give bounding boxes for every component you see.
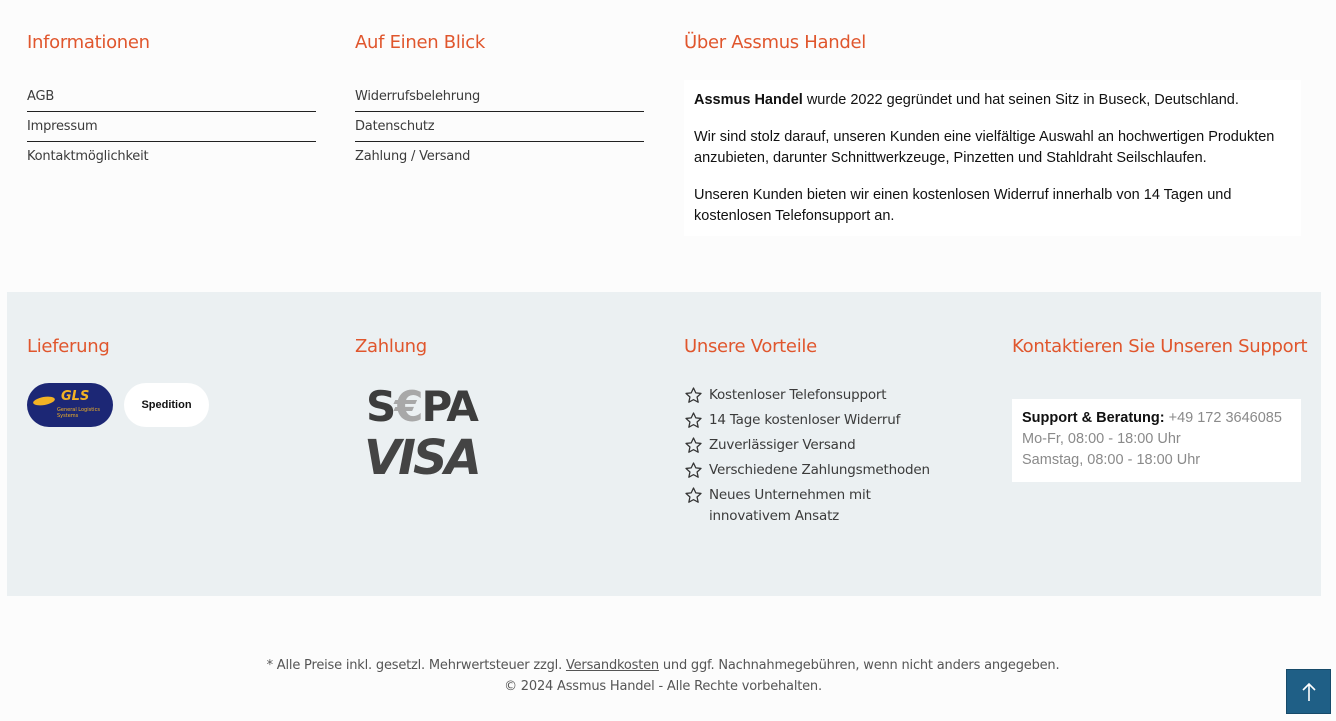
ueber-title: Über Assmus Handel [684, 32, 866, 53]
zahlung-title: Zahlung [355, 336, 427, 357]
vorteil-text: Kostenloser Telefonsupport [709, 387, 887, 403]
about-company-name: Assmus Handel [694, 92, 803, 108]
link-zahlung-versand[interactable]: Zahlung / Versand [355, 149, 471, 164]
about-paragraph-3: Unseren Kunden bieten wir einen kostenlosen Widerruf innerhalb von 14 Tagen und kostenlosen Telefonsupport an. [694, 187, 1232, 224]
vorteil-text: Zuverlässiger Versand [709, 437, 856, 453]
vorteile-title: Unsere Vorteile [684, 336, 817, 357]
support-phone[interactable]: +49 172 3646085 [1164, 410, 1282, 426]
sepa-euro: € [394, 382, 422, 431]
vorteil-item [684, 435, 944, 456]
gls-logo-text: GLS [61, 389, 90, 404]
vorteil-item [684, 410, 944, 431]
vorteil-item [684, 460, 944, 481]
vorteil-text: Neues Unternehmen mit innovativem Ansatz [709, 487, 871, 524]
support-label: Support & Beratung: [1022, 410, 1165, 426]
support-hours-saturday: Samstag, 08:00 - 18:00 Uhr [1022, 452, 1201, 468]
informationen-links [27, 82, 316, 172]
vorteil-item [684, 385, 944, 406]
link-agb[interactable]: AGB [27, 82, 316, 112]
sepa-s: S [366, 382, 395, 431]
about-paragraph-1 [694, 90, 1291, 111]
link-kontaktmoeglichkeit[interactable]: Kontaktmöglichkeit [27, 149, 149, 164]
auf-einen-blick-title: Auf Einen Blick [355, 32, 485, 53]
support-title: Kontaktieren Sie Unseren Support [1012, 336, 1308, 357]
about-paragraph-1-text: wurde 2022 gegründet und hat seinen Sitz in Buseck, Deutschland. [802, 92, 1239, 108]
price-note [0, 658, 1326, 673]
link-widerrufsbelehrung[interactable]: Widerrufsbelehrung [355, 82, 644, 112]
arrow-up-icon [1301, 682, 1317, 702]
about-box [684, 80, 1301, 236]
support-box [1012, 399, 1301, 482]
star-outline-icon [684, 461, 703, 480]
informationen-title: Informationen [27, 32, 150, 53]
about-paragraph-2: Wir sind stolz darauf, unseren Kunden eine vielfältige Auswahl an hochwertigen Produkten anzubieten, darunter Schnittwerkzeuge, Pinzetten und Stahldraht Seilschlaufen. [694, 129, 1275, 166]
vorteil-item [684, 485, 944, 527]
sepa-logo [366, 382, 477, 431]
star-outline-icon [684, 486, 703, 505]
gls-logo-subtext: General Logistics Systems [57, 407, 100, 419]
gls-logo [27, 383, 113, 427]
sepa-pa: PA [421, 382, 477, 431]
gls-swoosh-icon [32, 395, 55, 407]
star-outline-icon [684, 436, 703, 455]
link-datenschutz[interactable]: Datenschutz [355, 112, 644, 142]
auf-einen-blick-links [355, 82, 644, 172]
price-note-post: und ggf. Nachnahmegebühren, wenn nicht anders angegeben. [658, 658, 1060, 673]
visa-logo: VISA [364, 430, 479, 486]
lieferung-title: Lieferung [27, 336, 110, 357]
support-line-1 [1022, 408, 1291, 429]
spedition-badge: Spedition [124, 383, 209, 427]
support-hours-weekday: Mo-Fr, 08:00 - 18:00 Uhr [1022, 431, 1181, 447]
vorteile-list [684, 385, 944, 531]
vorteil-text: 14 Tage kostenloser Widerruf [709, 412, 901, 428]
versandkosten-link[interactable]: Versandkosten [565, 658, 659, 673]
vorteil-text: Verschiedene Zahlungsmethoden [709, 462, 930, 478]
link-impressum[interactable]: Impressum [27, 112, 316, 142]
copyright: © 2024 Assmus Handel - Alle Rechte vorbehalten. [504, 679, 822, 694]
price-note-pre: * Alle Preise inkl. gesetzl. Mehrwertsteuer zzgl. [266, 658, 566, 673]
star-outline-icon [684, 386, 703, 405]
star-outline-icon [684, 411, 703, 430]
back-to-top-button[interactable] [1286, 669, 1331, 714]
